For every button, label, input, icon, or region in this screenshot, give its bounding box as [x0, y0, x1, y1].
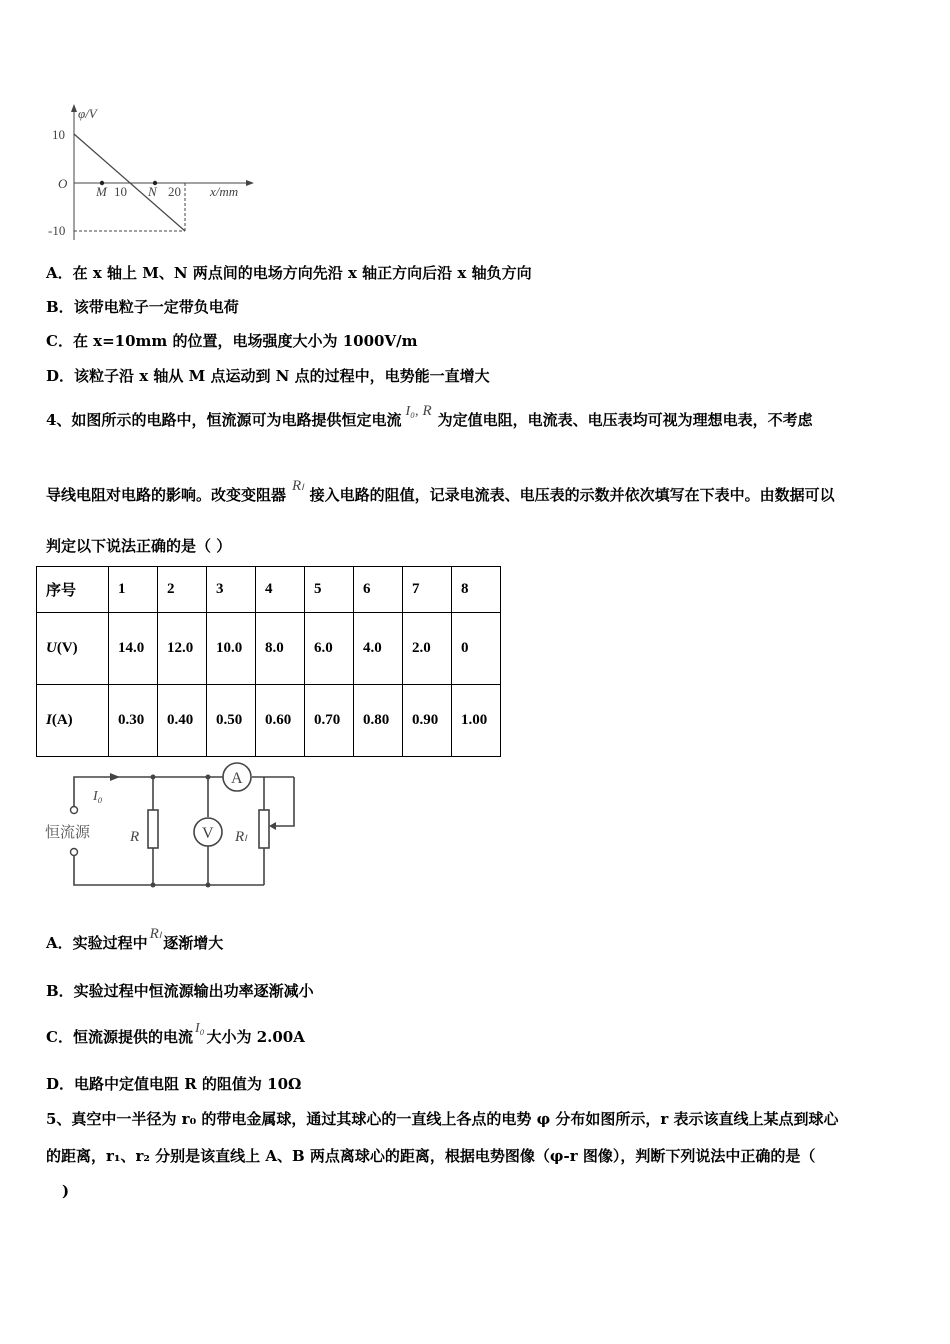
- q4-option-d: D．电路中定值电阻 R 的阻值为 10Ω: [46, 1075, 302, 1093]
- table-cell: 2.0: [403, 613, 452, 685]
- table-cell: 0.30: [109, 685, 158, 757]
- q3-option-a: A．在 x 轴上 M、N 两点间的电场方向先沿 x 轴正方向后沿 x 轴负方向: [46, 264, 532, 282]
- x-axis-arrow: [246, 180, 254, 186]
- q4-option-c: C．恒流源提供的电流 I₀ 大小为 2.00A: [46, 1021, 305, 1046]
- source-label: 恒流源: [45, 825, 91, 841]
- y-tick-neg10: -10: [48, 223, 66, 238]
- x-tick-10: 10: [114, 184, 127, 199]
- q4-option-a: A．实验过程中 Rₗ 逐渐增大: [46, 926, 224, 952]
- table-row-i: [37, 685, 501, 757]
- ammeter-label: A: [231, 770, 243, 787]
- q3-option-b: B．该带电粒子一定带负电荷: [46, 298, 239, 316]
- rheostat-rl: [259, 810, 269, 848]
- phi-x-graph: [40, 100, 270, 245]
- table-cell: 12.0: [158, 613, 207, 685]
- q3-option-d: D．该粒子沿 x 轴从 M 点运动到 N 点的过程中，电势能一直增大: [46, 367, 490, 385]
- table-cell: 0.70: [305, 685, 354, 757]
- table-cell: 3: [207, 567, 256, 613]
- circuit-diagram: [40, 760, 310, 892]
- current-arrow: [110, 773, 120, 781]
- table-cell: 8.0: [256, 613, 305, 685]
- q5-stem-line3: ): [62, 1182, 70, 1200]
- table-cell: 8: [452, 567, 501, 613]
- data-table: [36, 566, 501, 757]
- table-cell: 0.90: [403, 685, 452, 757]
- table-header-label: 序号: [37, 567, 109, 613]
- table-cell: 10.0: [207, 613, 256, 685]
- table-cell: 5: [305, 567, 354, 613]
- x-tick-20: 20: [168, 184, 181, 199]
- rheostat-label: Rₗ: [235, 829, 247, 845]
- table-cell: 2: [158, 567, 207, 613]
- rheostat-slider: [273, 777, 294, 826]
- table-row-u: [37, 613, 501, 685]
- q4-option-b: B．实验过程中恒流源输出功率逐渐减小: [46, 982, 314, 1000]
- q3-option-c: C．在 x=10mm 的位置，电场强度大小为 1000V/m: [46, 332, 418, 350]
- q5-stem-line1: 5、真空中一半径为 r₀ 的带电金属球，通过其球心的一直线上各点的电势 φ 分布如图所示，r 表示该直线上某点到球心: [46, 1110, 839, 1128]
- table-cell: 6: [354, 567, 403, 613]
- table-cell: 4: [256, 567, 305, 613]
- origin-label: O: [58, 176, 68, 191]
- q4-stem-line3: 判定以下说法正确的是（ ）: [46, 537, 232, 555]
- table-cell: 1: [109, 567, 158, 613]
- y-tick-10: 10: [52, 127, 65, 142]
- row-label-u: U(V): [37, 613, 109, 685]
- q4-stem-line1: 4、如图所示的电路中，恒流源可为电路提供恒定电流 I₀, R 为定值电阻，电流表、电压表均可视为理想电表，不考虑: [46, 403, 813, 429]
- table-cell: 4.0: [354, 613, 403, 685]
- table-cell: 6.0: [305, 613, 354, 685]
- table-cell: 1.00: [452, 685, 501, 757]
- source-terminal-bottom: [71, 849, 78, 856]
- x-tick-n: N: [148, 184, 157, 199]
- table-cell: 0: [452, 613, 501, 685]
- x-axis-label: x/mm: [210, 184, 239, 199]
- table-cell: 7: [403, 567, 452, 613]
- resistor-label: R: [130, 829, 140, 845]
- q4-stem-line2: 导线电阻对电路的影响。改变变阻器 Rₗ 接入电路的阻值，记录电流表、电压表的示数并依次填写在下表中。由数据可以: [46, 478, 835, 504]
- source-terminal-top: [71, 807, 78, 814]
- table-cell: 0.80: [354, 685, 403, 757]
- table-cell: 14.0: [109, 613, 158, 685]
- current-label: I₀: [93, 789, 103, 804]
- y-axis-label: φ/V: [78, 106, 97, 121]
- table-cell: 0.40: [158, 685, 207, 757]
- row-label-i: I(A): [37, 685, 109, 757]
- q5-stem-line2: 的距离，r₁、r₂ 分别是该直线上 A、B 两点离球心的距离，根据电势图像（φ-r 图像），判断下列说法中正确的是（: [46, 1147, 816, 1165]
- table-cell: 0.60: [256, 685, 305, 757]
- bottom-wire: [74, 856, 264, 885]
- table-row-header: [37, 567, 501, 613]
- resistor-r: [148, 810, 158, 848]
- x-tick-m: M: [96, 184, 107, 199]
- slider-arrow: [269, 822, 276, 830]
- table-cell: 0.50: [207, 685, 256, 757]
- y-axis-arrow: [71, 104, 77, 112]
- voltmeter-label: V: [202, 825, 214, 842]
